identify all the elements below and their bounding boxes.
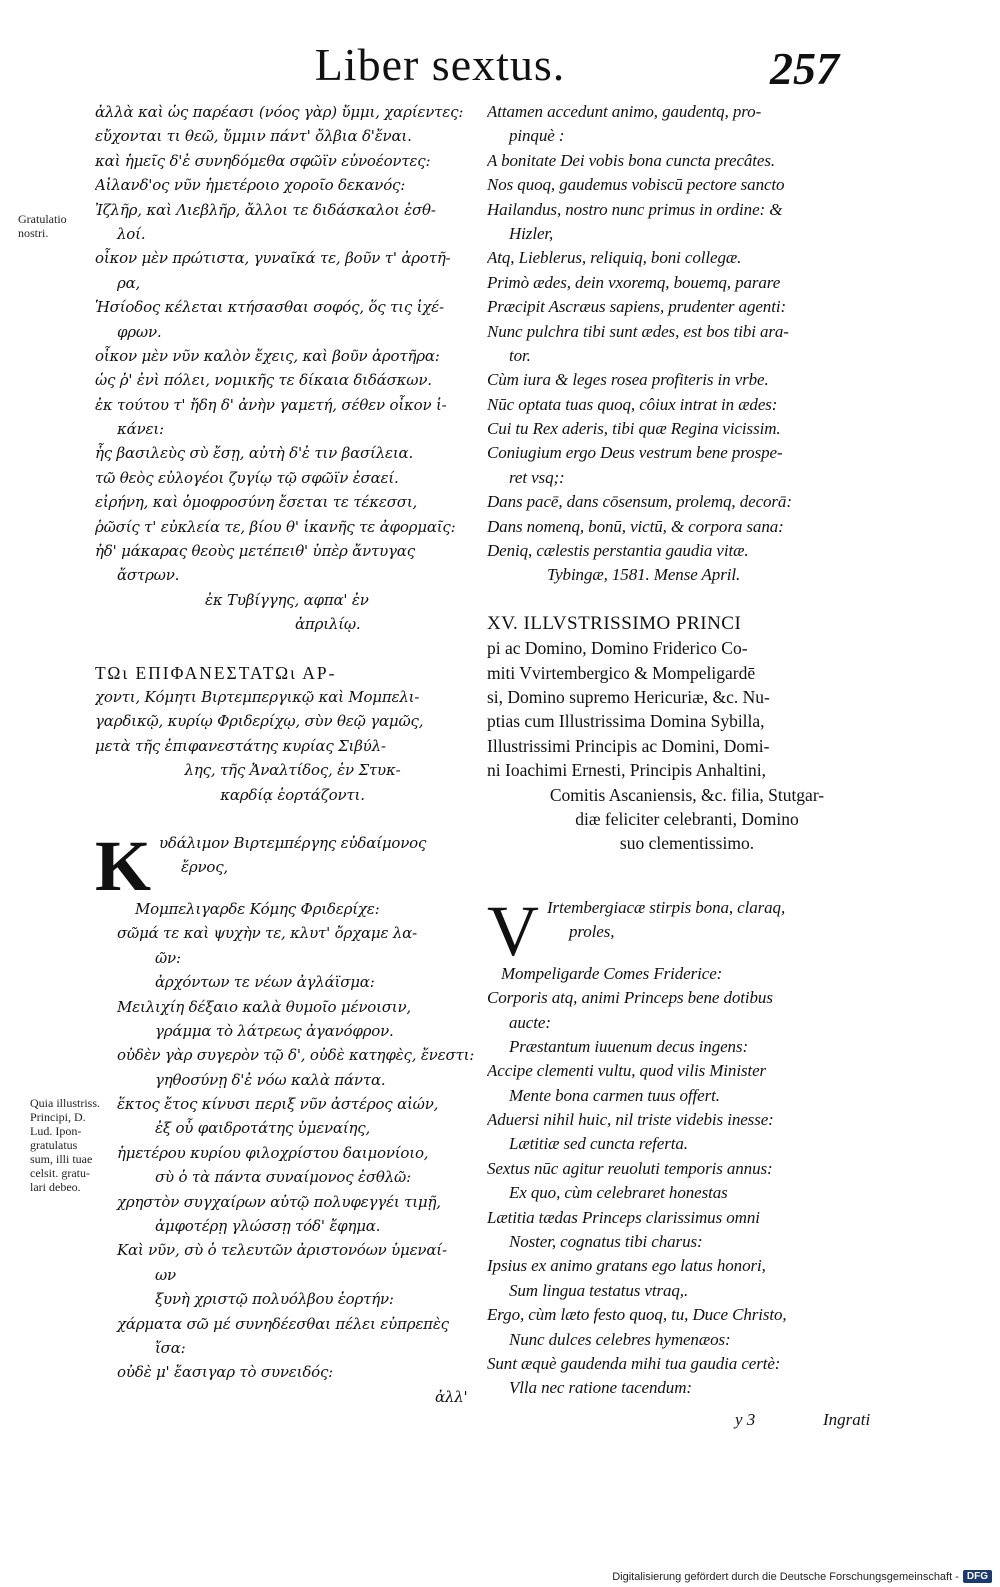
text-line: tor. [509, 345, 531, 365]
text-line: λοί. [117, 224, 146, 243]
text-line: ret vsq;: [509, 467, 565, 487]
poem-line: Ex quo, cùm celebraret honestas [509, 1183, 728, 1203]
dedication-heading: XV. ILLVSTRISSIMO PRINCI [487, 612, 742, 634]
latin-dedication [487, 612, 887, 856]
poem-line: χρηστὸν συγχαίρων αὐτῷ πολυφεγγέι τιμῇ, [117, 1192, 441, 1211]
catchword-greek: ἀλλ' [435, 1387, 468, 1406]
poem-line: Mompeligarde Comes Friderice: [501, 963, 723, 983]
text-line: Attamen accedunt animo, gaudentq, pro- [487, 102, 762, 121]
text-line: τῶ θεὸς εὐλογέοι ζυγίῳ τῷ σφῶϊν ἐσαεί. [95, 468, 399, 487]
page-number: 257 [770, 43, 839, 94]
poem-line: ῶν: [155, 948, 181, 967]
poem-line: proles, [569, 922, 615, 942]
text-line: ἐκ τούτου τ' ἤδη δ' ἀνὴν γαμετή, σέθεν οἶκον ἱ- [95, 395, 447, 414]
text-line: Coniugium ergo Deus vestrum bene prospe- [487, 443, 783, 463]
poem-line: ἔρνος, [181, 858, 229, 877]
dedication-line: μετὰ τῆς ἐπιφανεστάτης κυρίας Σιβύλ- [95, 736, 386, 755]
text-line: Cùm iura & leges rosea profiteris in vrbe. [487, 370, 769, 390]
poem-line: Irtembergiacæ stirpis bona, claraq, [547, 897, 786, 917]
dateline-greek-month: ἀπριλίῳ. [295, 615, 361, 634]
left-column [95, 100, 490, 1409]
text-line: Ἡσίοδος κέλεται κτήσασθαι σοφός, ὅς τις ἰχέ- [95, 298, 444, 317]
text-line: Dans pacē, dans cōsensum, prolemq, decorā: [487, 492, 792, 512]
poem-line: Sextus nūc agitur reuoluti temporis annus: [487, 1158, 773, 1178]
poem-line: Lætitia tædas Princeps clarissimus omni [487, 1207, 760, 1227]
text-line: Hizler, [509, 223, 554, 243]
dedication-line: καρδίᾳ ἑορτάζοντι. [220, 785, 365, 804]
digitization-footer [612, 1570, 992, 1583]
dedication-line: pi ac Domino, Domino Friderico Co- [487, 638, 748, 659]
poem-line: ἴσα: [155, 1338, 186, 1357]
poem-line: Vlla nec ratione tacendum: [509, 1378, 692, 1398]
poem-line: Accipe clementi vultu, quod vilis Minister [487, 1061, 767, 1081]
text-line: Nunc pulchra tibi sunt ædes, est bos tibi ara- [487, 321, 789, 341]
dedication-line: ni Ioachimi Ernesti, Principis Anhaltini, [487, 760, 766, 781]
text-line: φρων. [117, 322, 162, 341]
poem-line: ἕκτος ἔτος κίνυσι περιξ νῦν ἀστέρος αἰών, [117, 1095, 439, 1114]
text-line: οἶκον μὲν νῦν καλὸν ἔχεις, καὶ βοῦν ἀροτῆρα: [95, 346, 440, 365]
dedication-line: ptias cum Illustrissima Domina Sybilla, [487, 711, 765, 732]
poem-line: σῶμά τε καὶ ψυχὴν τε, κλυτ' ὄρχαμε λα- [117, 924, 417, 943]
poem-line: Μομπελιγαρδε Κόμης Φριδερίχε: [135, 899, 380, 918]
poem-line: ἀμφοτέρῃ γλώσσῃ τόδ' ἔφημα. [155, 1217, 381, 1236]
poem-line: Ipsius ex animo gratans ego latus honori, [487, 1256, 766, 1276]
text-line: εὔχονται τι θεῶ, ὔμμιν πάντ' ὄλβια δ'ἔναι. [95, 127, 412, 146]
text-line: ἀλλὰ καὶ ὡς παρέασι (νόος γὰρ) ὔμμι, χαρίεντες: [95, 103, 464, 121]
poem-line: Aduersi nihil huic, nil triste videbis inesse: [487, 1110, 774, 1130]
margin-note-gratulatio: Gratulatio nostri. [18, 212, 67, 240]
initial-capital-v: V [487, 890, 539, 971]
greek-dedication [95, 661, 490, 807]
signature-mark: y 3 [735, 1410, 756, 1429]
poem-line: Mente bona carmen tuus offert. [509, 1085, 720, 1105]
text-line: A bonitate Dei vobis bona cuncta precâtes. [487, 150, 776, 170]
text-line: ῥῶσίς τ' εὐκλεία τε, βίου θ' ἱκανῆς τε ἀφορμαῖς: [95, 517, 456, 536]
dfg-logo-icon: DFG [963, 1570, 992, 1583]
poem-line: σὺ ὁ τὰ πάντα συναίμονος ἐσθλῶ: [155, 1168, 411, 1187]
text-line: Αἰλανδ'ος νῦν ἡμετέροιο χοροῖο δεκανός: [95, 176, 406, 195]
text-line: ἧς βασιλεὺς σὺ ἔσῃ, αὐτὴ δ'ἐ τιν βασίλεια. [95, 444, 414, 463]
dedication-line: suo clementissimo. [619, 833, 755, 854]
text-line: Primò ædes, dein vxoremq, bouemq, parare [487, 272, 781, 292]
dedication-line: si, Domino supremo Hericuriæ, &c. Nu- [487, 686, 770, 707]
poem-line: γράμμα τὸ λάτρεως ἀγανόφρον. [155, 1021, 394, 1040]
text-line: εἰρήνη, καὶ ὁμοφροσύνη ἔσεται τε τέκεσσι, [95, 493, 418, 512]
poem-line: Sum lingua testatus vtraq,. [509, 1280, 689, 1300]
dedication-line: ΤΩι ΕΠΙΦΑΝΕΣΤΑΤΩι ΑΡ- [95, 662, 337, 683]
dedication-line: γαρδικῷ, κυρίῳ Φριδερίχῳ, σὺν θεῷ γαμῶς, [95, 712, 424, 731]
poem-line: Præstantum iuuenum decus ingens: [509, 1036, 749, 1056]
poem-line: Μειλιχίη δέξαιο καλὰ θυμοῖο μένοισιν, [117, 997, 411, 1016]
catchword-latin: Ingrati [823, 1410, 871, 1429]
footer-text: Digitalisierung gefördert durch die Deutsche Forschungsgemeinschaft - [612, 1570, 959, 1583]
poem-line: υδάλιμον Βιρτεμπέργης εὐδαίμονος [159, 833, 427, 852]
poem-line: οὐδὲ μ' ἔασιγαρ τὸ συνειδός: [117, 1363, 334, 1382]
text-line: Cui tu Rex aderis, tibi quæ Regina vicissim. [487, 419, 781, 439]
text-line: Nūc optata tuas quoq, côiux intrat in ædes: [487, 394, 778, 414]
running-title: Liber sextus. [314, 39, 566, 90]
latin-poem [487, 890, 887, 1401]
text-line: ἄστρων. [117, 566, 180, 585]
poem-line: Καὶ νῦν, σὺ ὁ τελευτῶν ἀριστονόων ὑμεναί- [117, 1241, 447, 1260]
poem-line: οὐδὲν γὰρ συγερὸν τῷ δ', οὐδὲ κατηφὲς, ἔνεστι: [117, 1046, 475, 1065]
poem-line: Lætitiæ sed cuncta referta. [509, 1134, 688, 1154]
dedication-line: λης, τῆς Ἀναλτίδος, ἐν Στυκ- [184, 761, 401, 780]
text-line: Ἰζλῆρ, καὶ Λιεβλῆρ, ἄλλοι τε διδάσκαλοι ἐσθ- [95, 200, 436, 219]
text-line: κάνει: [117, 420, 164, 439]
text-line: pinquè : [509, 126, 565, 146]
poem-line: Ergo, cùm læto festo quoq, tu, Duce Christo, [487, 1305, 787, 1325]
text-line: οἶκον μὲν πρώτιστα, γυναῖκά τε, βοῦν τ' ἀροτῆ- [95, 249, 451, 268]
right-column [487, 100, 887, 1401]
text-line: Nos quoq, gaudemus vobiscū pectore sancto [487, 175, 785, 195]
dateline-greek: ἐκ Τυβίγγης, αφπα' ἐν [205, 590, 369, 609]
text-line: Atq, Lieblerus, reliquiq, boni collegæ. [487, 248, 742, 268]
poem-line: ἡμετέρου κυρίου φιλοχρίστου δαιμονίοιο, [117, 1143, 429, 1162]
poem-line: Noster, cognatus tibi charus: [509, 1232, 703, 1252]
dedication-line: diæ feliciter celebranti, Domino [575, 808, 799, 829]
text-line: Præcipit Ascræus sapiens, prudenter agenti: [487, 297, 787, 317]
poem-line: Sunt æquè gaudenda mihi tua gaudia certè: [487, 1353, 781, 1373]
text-line: Hailandus, nostro nunc primus in ordine: & [487, 199, 783, 219]
poem-line: Corporis atq, animi Princeps bene dotibus [487, 988, 773, 1008]
dateline-latin: Tybingæ, 1581. Mense April. [547, 565, 741, 585]
poem-line: Nunc dulces celebres hymenæos: [509, 1329, 731, 1349]
dedication-line: Illustrissimi Principis ac Domini, Domi- [487, 735, 770, 756]
poem-line: γηθοσύνῃ δ'ἐ νόω καλὰ πάντα. [155, 1070, 386, 1089]
poem-line: χάρματα σῶ μέ συνηδέεσθαι πέλει εὐπρεπὲς [117, 1314, 449, 1333]
dedication-line: Comitis Ascaniensis, &c. filia, Stutgar- [549, 784, 825, 805]
text-line: ἠδ' μάκαρας θεοὺς μετέπειθ' ὑπὲρ ἄντυγας [95, 542, 415, 561]
dedication-line: miti Vvirtembergico & Mompeligardē [487, 662, 756, 683]
poem-line: ων [155, 1265, 176, 1284]
text-line: ρα, [117, 273, 141, 292]
text-line: καὶ ἡμεῖς δ'ἐ συνηδόμεθα σφῶϊν εὐνοέοντες: [95, 151, 431, 170]
text-line: Deniq, cælestis perstantia gaudia vitæ. [487, 541, 749, 561]
dedication-line: χοντι, Κόμητι Βιρτεμπεργικῷ καὶ Μομπελι- [95, 687, 420, 706]
margin-note-quia: Quia illustriss. Principi, D. Lud. Ipon- gratulatus sum, illi tuae celsit. gratu- lari debeo. [30, 1096, 101, 1194]
initial-capital-k: K [95, 825, 152, 906]
poem-line: ἀρχόντων τε νέων ἀγλάϊσμα: [155, 973, 375, 992]
text-line: Dans nomenq, bonū, victū, & corpora sana: [487, 516, 784, 536]
greek-poem [95, 825, 490, 1409]
poem-line: ξυνὴ χριστῷ πολυόλβου ἑορτήν: [155, 1290, 394, 1309]
text-line: ὡς ῥ' ἐνὶ πόλει, νομικῆς τε δίκαια διδάσκων. [95, 371, 432, 390]
poem-line: ἐξ οὗ φαιδροτάτης ὑμεναίης, [155, 1119, 371, 1138]
poem-line: aucte: [509, 1012, 551, 1032]
